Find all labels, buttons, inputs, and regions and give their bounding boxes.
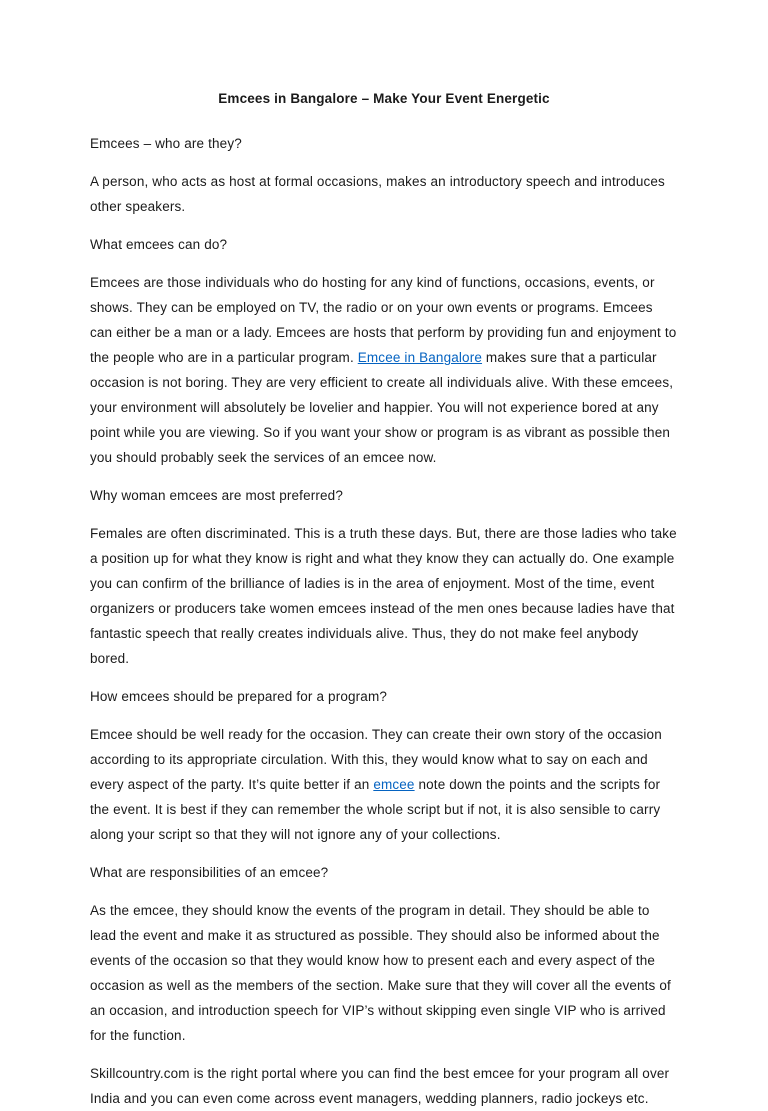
section-heading-responsibilities: What are responsibilities of an emcee?	[90, 865, 329, 880]
section-body-how-emcees-prepared	[90, 722, 678, 847]
section-body-who-are-they: A person, who acts as host at formal occasions, makes an introductory speech and introduces other speakers.	[90, 174, 665, 214]
paragraph-text-after-link: makes sure that a particular occasion is not boring. They are very efficient to create all individuals alive. With these emcees, your environment will absolutely be lovelier and happier. You will not experience bored at any point while you are viewing. So if you want your show or program is as vibrant as possible then you should probably seek the services of an emcee now.	[90, 350, 674, 465]
section-body-responsibilities: As the emcee, they should know the events of the program in detail. They should be able to lead the event and make it as structured as possible. They should also be informed about the events of the occasion so that they would know how to present each and every aspect of the occasion as well as the members of the section. Make sure that they will cover all the events of an occasion, and introduction speech for VIP’s without skipping even single VIP who is arrived for the function.	[90, 903, 671, 1043]
section-heading-why-woman-emcees: Why woman emcees are most preferred?	[90, 488, 343, 503]
closing-paragraph: Skillcountry.com is the right portal where you can find the best emcee for your program all over India and you can even come across event managers, wedding planners, radio jockeys etc.	[90, 1066, 670, 1106]
paragraph-text-before-link: Emcees are those individuals who do hosting for any kind of functions, occasions, events, or shows. They can be employed on TV, the radio or on your own events or programs. Emcees can either be a man or a lady. Emcees are hosts that perform by providing fun and enjoyment to the people who are in a particular program.	[90, 275, 677, 365]
paragraph-text-before-link: Emcee should be well ready for the occasion. They can create their own story of the occasion according to its appropriate circulation. With this, they would know what to say on each and every aspect of the party. It’s quite better if an	[90, 727, 662, 792]
section-heading-what-emcees-can-do: What emcees can do?	[90, 237, 228, 252]
section-heading-who-are-they: Emcees – who are they?	[90, 136, 242, 151]
emcee-link[interactable]: emcee	[373, 777, 415, 792]
section-heading-how-emcees-prepared: How emcees should be prepared for a program?	[90, 689, 388, 704]
paragraph-text-after-link: note down the points and the scripts for the event. It is best if they can remember the whole script but if not, it is also sensible to carry along your script so that they will not ignore any of your collections.	[90, 777, 661, 842]
emcee-in-bangalore-link[interactable]: Emcee in Bangalore	[357, 350, 483, 365]
section-body-what-emcees-can-do	[90, 270, 678, 470]
section-body-why-woman-emcees: Females are often discriminated. This is a truth these days. But, there are those ladies who take a position up for what they know is right and what they know they can actually do. One example you can confirm of the brilliance of ladies is in the area of enjoyment. Most of the time, event organizers or producers take women emcees instead of the men ones because ladies have that fantastic speech that really creates individuals alive. Thus, they do not make feel anybody bored.	[90, 526, 677, 666]
document-title: Emcees in Bangalore – Make Your Event Energetic	[218, 91, 550, 106]
